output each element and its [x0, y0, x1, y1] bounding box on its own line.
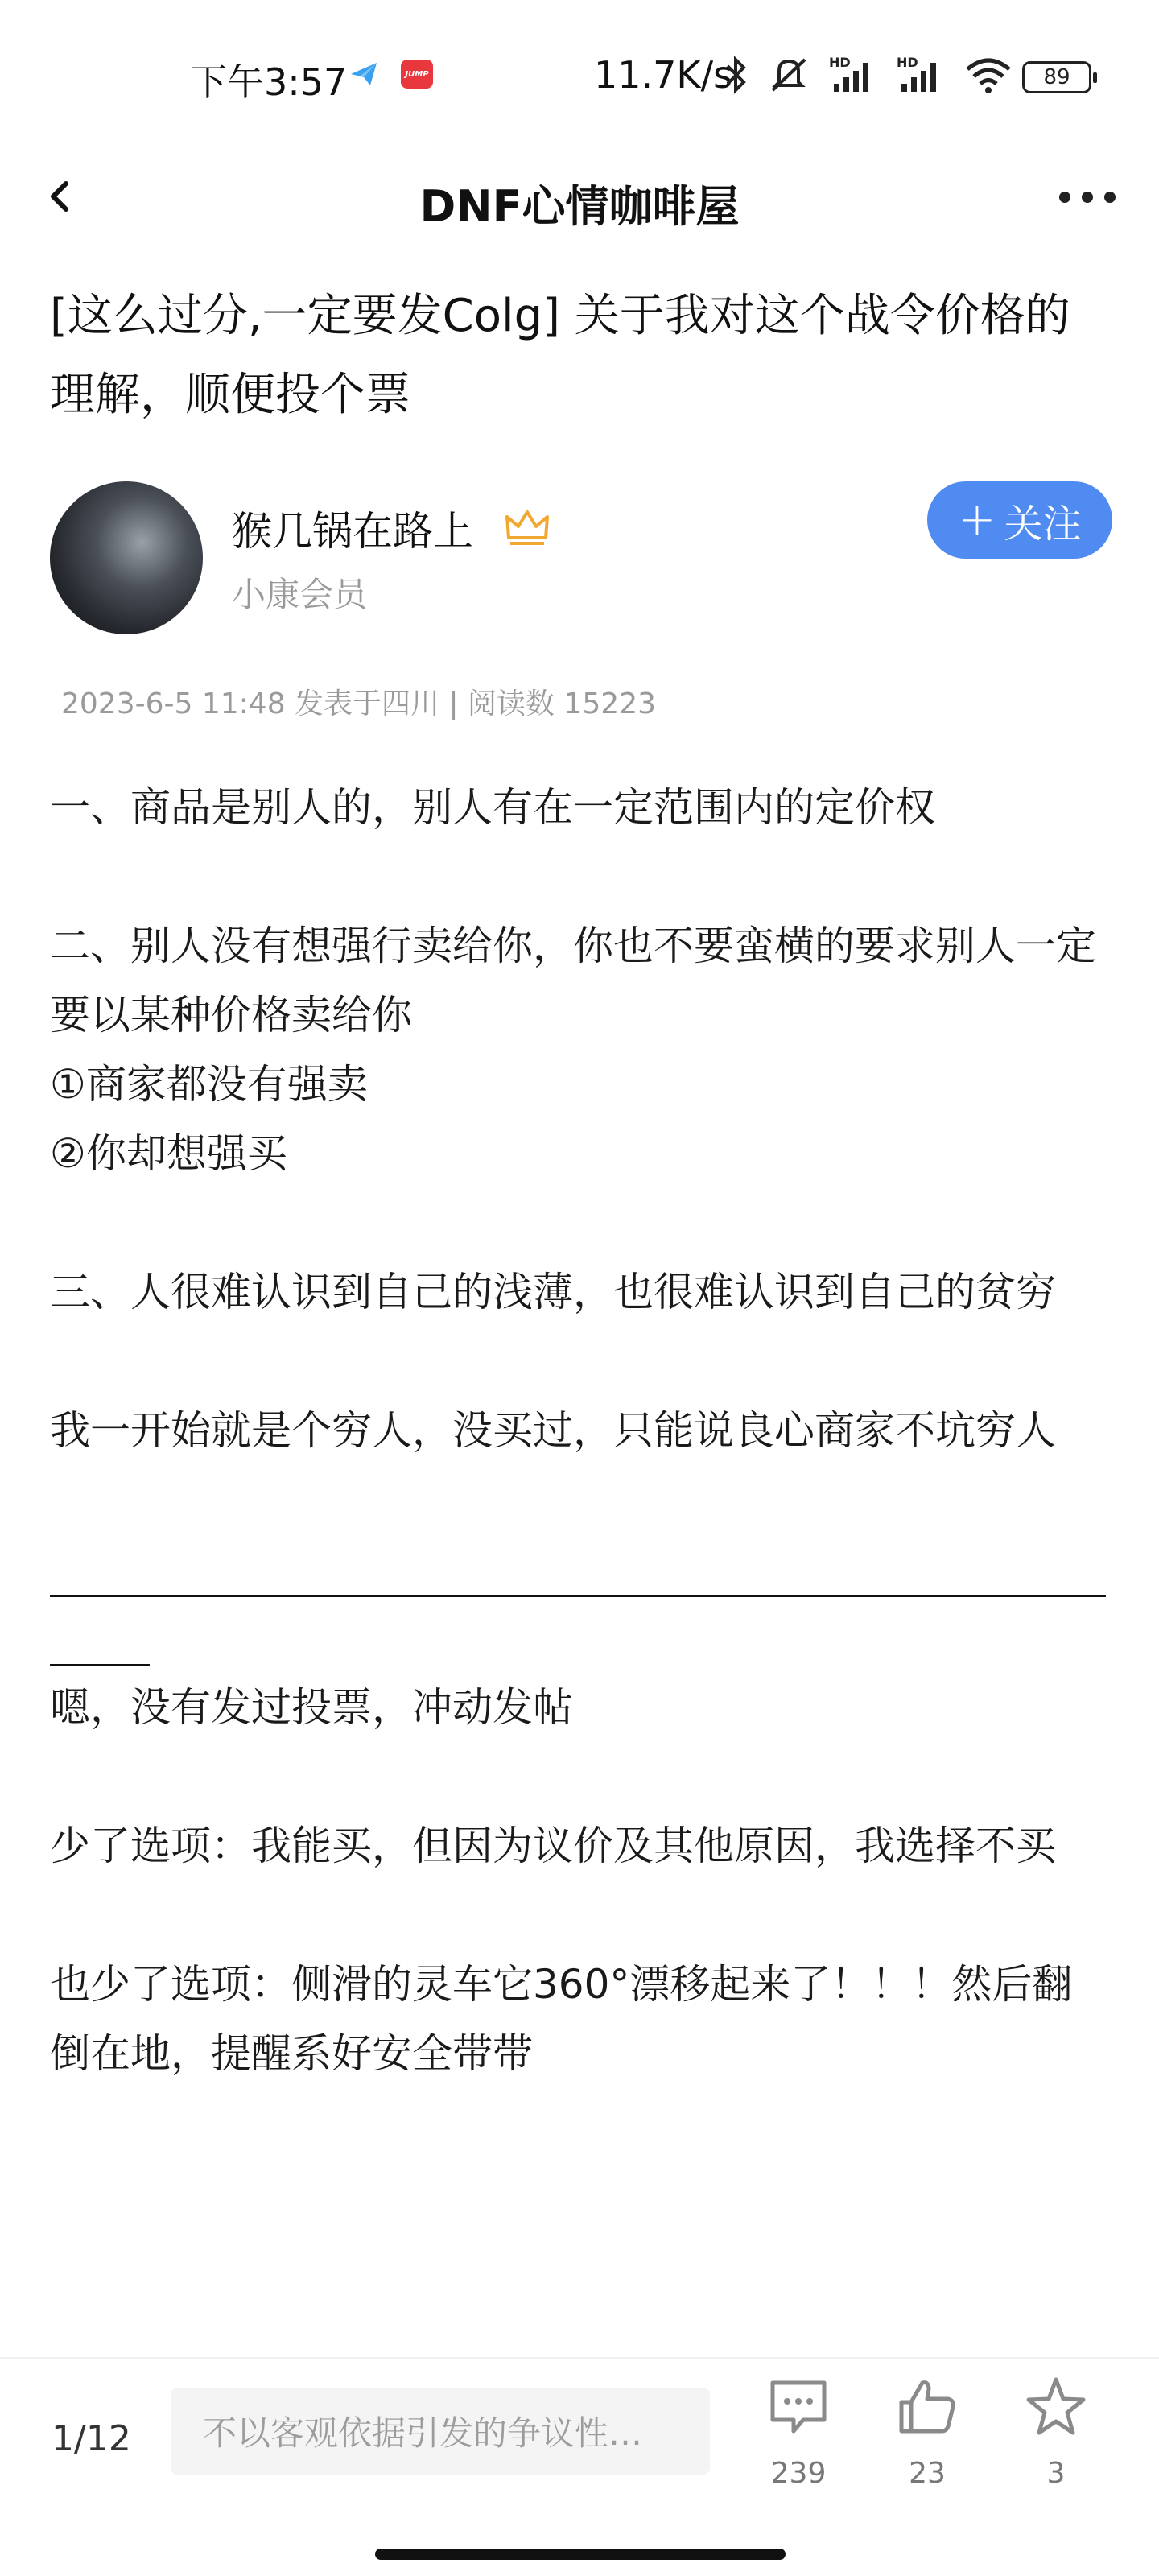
status-bar: [0, 0, 1159, 153]
comment-icon: [766, 2375, 831, 2439]
page-title: DNF心情咖啡屋: [419, 181, 740, 232]
body-paragraph: 三、人很难认识到自己的浅薄，也很难认识到自己的贫穷: [50, 1269, 1056, 1315]
author-level: 小康会员: [232, 575, 368, 614]
likes-count: 23: [909, 2457, 946, 2490]
body-paragraph: 一、商品是别人的，别人有在一定范围内的定价权: [50, 784, 935, 831]
page-indicator[interactable]: 1/12: [52, 2418, 131, 2459]
hd-label: HD: [829, 55, 851, 70]
avatar[interactable]: [50, 481, 203, 634]
comments-count: 239: [770, 2457, 827, 2490]
battery-indicator: 89: [1022, 61, 1091, 93]
nav-bar: [0, 145, 1159, 250]
signal-icon-1: [829, 55, 879, 95]
body-paragraph: 嗯，没有发过投票，冲动发帖: [50, 1684, 573, 1731]
favorites-count: 3: [1046, 2457, 1066, 2490]
follow-label: 关注: [1004, 501, 1082, 547]
author-row: [50, 481, 1112, 639]
body-paragraph: ②你却想强买: [50, 1130, 287, 1177]
comment-input[interactable]: 不以客观依据引发的争议性…: [171, 2388, 710, 2475]
body-paragraph: 二、别人没有想强行卖给你，你也不要蛮横的要求别人一定要以某种价格卖给你: [50, 923, 1096, 1038]
network-speed: 11.7K/s: [594, 53, 733, 97]
like-button[interactable]: [879, 2375, 975, 2512]
wifi-icon: [964, 55, 1013, 95]
status-icons: [724, 55, 1013, 95]
body-paragraph: 也少了选项：侧滑的灵车它360°漂移起来了！！！然后翻倒在地，提醒系好安全带带: [50, 1961, 1073, 2077]
paper-plane-icon: [348, 58, 380, 90]
signal-icon-2: [897, 55, 947, 95]
body-paragraph: 我一开始就是个穷人，没买过，只能说良心商家不坑穷人: [50, 1407, 1056, 1454]
divider-underline: [50, 1604, 150, 1666]
bottom-action-bar: [0, 2357, 1159, 2576]
body-paragraph: ①商家都没有强卖: [50, 1061, 368, 1108]
author-name[interactable]: 猴几锅在路上: [232, 508, 473, 555]
status-time: 下午3:57: [190, 60, 348, 104]
body-paragraph: 少了选项：我能买，但因为议价及其他原因，我选择不买: [50, 1823, 1056, 1869]
more-options-icon[interactable]: [1059, 177, 1132, 217]
post-title: [这么过分,一定要发Colg] 关于我对这个战令价格的理解，顺便投个票: [50, 290, 1070, 421]
divider-underline: [50, 1534, 1106, 1597]
follow-button[interactable]: [927, 481, 1112, 559]
status-app-icons: [348, 58, 433, 90]
home-indicator[interactable]: [375, 2549, 786, 2560]
hd-label: HD: [897, 55, 918, 70]
mute-icon: [766, 55, 811, 95]
plus-icon: +: [958, 493, 996, 546]
crown-icon: [504, 507, 551, 547]
post-body: [50, 773, 1112, 2088]
comments-button[interactable]: [750, 2375, 847, 2512]
favorite-button[interactable]: [1008, 2375, 1104, 2512]
jump-app-icon: JUMP: [401, 60, 433, 89]
bluetooth-icon: [724, 55, 749, 95]
star-icon: [1024, 2375, 1088, 2439]
thumbs-up-icon: [895, 2375, 959, 2439]
post-meta: 2023-6-5 11:48 发表于四川 | 阅读数 15223: [61, 687, 657, 720]
